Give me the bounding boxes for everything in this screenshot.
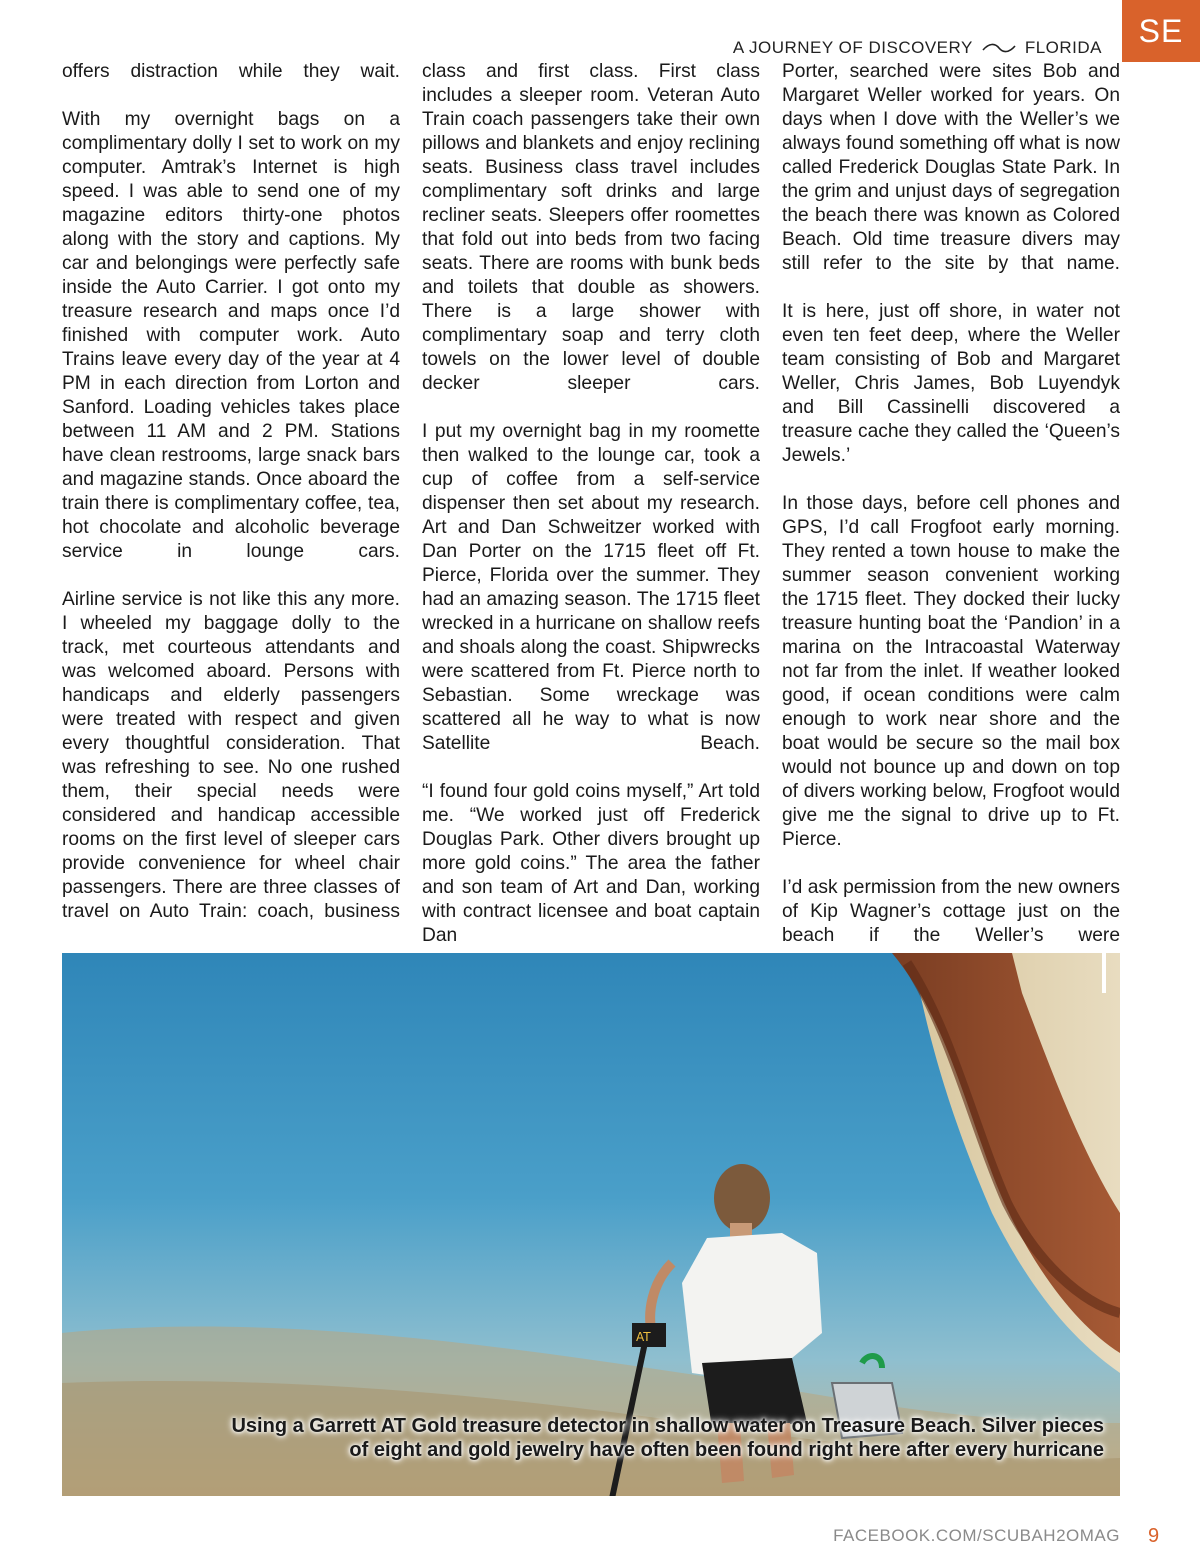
paragraph: I put my overnight bag in my roomette then walked to the lounge car, took a cup of coffee from a self-service dispenser then set about my research. Art and Dan Schweitzer worked with Dan Porter on the 1715 fleet off Ft. Pierce, Florida over the summer. They had an amazing season. The 1715 fleet wrecked in a hurricane on shallow reefs and shoals along the coast. Shipwrecks were scattered from Ft. Pierce north to Sebastian. Some wreckage was scattered all he way to what is now Satellite Beach. bbox=[422, 421, 760, 754]
caption-line: Using a Garrett AT Gold treasure detector in shallow water on Treasure Beach. Silver pieces bbox=[231, 1415, 1104, 1437]
page-number: 9 bbox=[1148, 1525, 1160, 1547]
paragraph: It is here, just off shore, in water not even ten feet deep, where the Weller team consisting of Bob and Margaret Weller, Chris James, Bob Luyendyk and Bill Cassinelli discovered a treasure cache they called the ‘Queen’s Jewels.’ bbox=[782, 301, 1120, 466]
running-header bbox=[733, 38, 1102, 58]
region-label: FLORIDA bbox=[1024, 38, 1102, 57]
section-tab: SE bbox=[1122, 0, 1200, 62]
photo-caption bbox=[104, 1414, 1104, 1462]
paragraph: I’d ask permission from the new owners of Kip Wagner’s cottage just on the beach if the Weller’s were bbox=[782, 877, 1120, 945]
paragraph: In those days, before cell phones and GPS, I’d call Frogfoot early morning. They rented a town house to make the summer season convenient working the 1715 fleet. They docked their lucky treasure hunting boat the ‘Pandion’ in a marina on the Intracoastal Waterway not far from the inlet. If weather looked good, if ocean conditions were calm enough to work near shore and the boat would be secure so the mail box would not bounce up and down on top of divers working below, Frogfoot would give me the signal to drive up to Ft. Pierce. bbox=[782, 493, 1120, 850]
caption-line: of eight and gold jewelry have often been found right here after every hurricane bbox=[349, 1439, 1104, 1461]
beach-photo bbox=[62, 953, 1120, 1496]
paragraph: class and first class. First class includes a sleeper room. Veteran Auto Train coach passengers take their own pillows and blankets and enjoy reclining seats. Business class travel includes complimentary soft drinks and large recliner seats. Sleepers offer roomettes that fold out into beds from two facing seats. There are rooms with bunk beds and toilets that double as showers. There is a large shower with complimentary soap and terry cloth towels on the lower level of double decker sleeper cars. bbox=[422, 61, 760, 394]
column-2 bbox=[422, 60, 760, 945]
footer-url: FACEBOOK.COM/SCUBAH2OMAG bbox=[833, 1526, 1120, 1545]
column-1 bbox=[62, 60, 400, 945]
paragraph: Porter, searched were sites Bob and Margaret Weller worked for years. On days when I dove with the Weller’s we always found something off what is now called Frederick Douglas State Park. In the grim and unjust days of segregation the beach there was known as Colored Beach. Old time treasure divers may still refer to the site by that name. bbox=[782, 61, 1120, 274]
column-3 bbox=[782, 60, 1120, 945]
paragraph: offers distraction while they wait. bbox=[62, 61, 400, 82]
swoosh-icon bbox=[981, 42, 1017, 54]
running-title: A JOURNEY OF DISCOVERY bbox=[732, 38, 973, 57]
detector-label: AT bbox=[636, 1330, 651, 1344]
article-body bbox=[62, 60, 1120, 945]
paragraph: “I found four gold coins myself,” Art told me. “We worked just off Frederick Douglas Park. Other divers brought up more gold coins.” The area the father and son team of Art and Dan, working with contract licensee and boat captain Dan bbox=[422, 781, 760, 945]
paragraph: With my overnight bags on a complimentary dolly I set to work on my computer. Amtrak’s Internet is high speed. I was able to send one of my magazine editors thirty-one photos along with the story and captions. My car and belongings were perfectly safe inside the Auto Carrier. I got onto my treasure research and maps once I’d finished with computer work. Auto Trains leave every day of the year at 4 PM in each direction from Lorton and Sanford. Loading vehicles takes place between 11 AM and 2 PM. Stations have clean restrooms, large snack bars and magazine stands. Once aboard the train there is complimentary coffee, tea, hot chocolate and alcoholic beverage service in lounge cars. bbox=[62, 109, 400, 562]
paragraph: Airline service is not like this any more. I wheeled my baggage dolly to the track, met courteous attendants and was welcomed aboard. Persons with handicaps and elderly passengers were treated with respect and given every thoughtful consideration. That was refreshing to see. No one rushed them, their special needs were considered and handicap accessible rooms on the first level of sleeper cars provide convenience for wheel chair passengers. There are three classes of travel on Auto Train: coach, business bbox=[62, 589, 400, 922]
